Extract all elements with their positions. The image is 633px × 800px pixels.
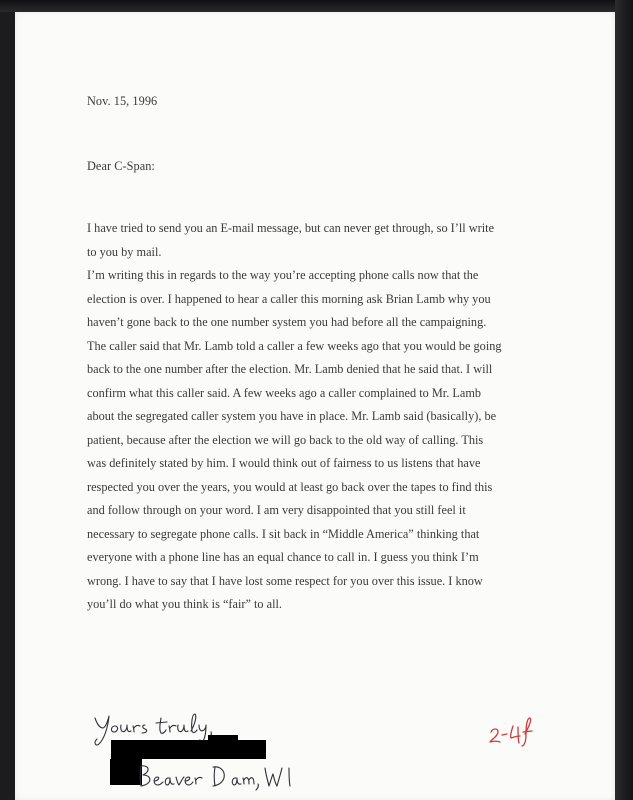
body-line: The caller said that Mr. Lamb told a caller a few weeks ago that you would be going xyxy=(87,338,502,353)
body-line: confirm what this caller said. A few weeks ago a caller complained to Mr. Lamb xyxy=(87,385,482,400)
body-line: wrong. I have to say that I have lost some respect for you over this issue. I know xyxy=(87,573,483,588)
body-line: to you by mail. xyxy=(87,244,162,259)
body-line: you’ll do what you think is “fair” to all. xyxy=(87,597,283,611)
redaction-bar xyxy=(111,740,266,759)
handwritten-location xyxy=(135,762,315,792)
body-line: everyone with a phone line has an equal chance to call in. I guess you think I’m xyxy=(87,550,479,564)
scan-frame-right xyxy=(615,0,633,800)
body-line: was definitely stated by him. I would think out of fairness to us listens that have xyxy=(87,456,481,470)
scan-frame-top xyxy=(0,0,633,12)
body-line: patient, because after the election we will go back to the old way of calling. This xyxy=(87,432,484,447)
body-line: election is over. I happened to hear a caller this morning ask Brian Lamb why you xyxy=(87,291,491,306)
letter-salutation: Dear C-Span: xyxy=(87,159,155,173)
body-line: back to the one number after the election. Mr. Lamb denied that he said that. I will xyxy=(87,362,493,376)
body-line: necessary to segregate phone calls. I sit back in “Middle America” thinking that xyxy=(87,526,480,541)
body-line: respected you over the years, you would at least go back over the tapes to find this xyxy=(87,479,493,494)
letter-page xyxy=(15,12,615,800)
body-line: and follow through on your word. I am very disappointed that you still feel it xyxy=(87,503,466,517)
body-line: haven’t gone back to the one number system you had before all the campaigning. xyxy=(87,315,487,329)
body-line: I have tried to send you an E-mail message, but can never get through, so I’ll write xyxy=(87,221,495,235)
body-line: I’m writing this in regards to the way you’re accepting phone calls now that the xyxy=(87,268,479,282)
letter-date: Nov. 15, 1996 xyxy=(87,94,158,108)
handwritten-initials xyxy=(485,712,545,748)
letter-body xyxy=(87,217,607,617)
body-line: about the segregated caller system you have in place. Mr. Lamb said (basically), be xyxy=(87,409,497,423)
